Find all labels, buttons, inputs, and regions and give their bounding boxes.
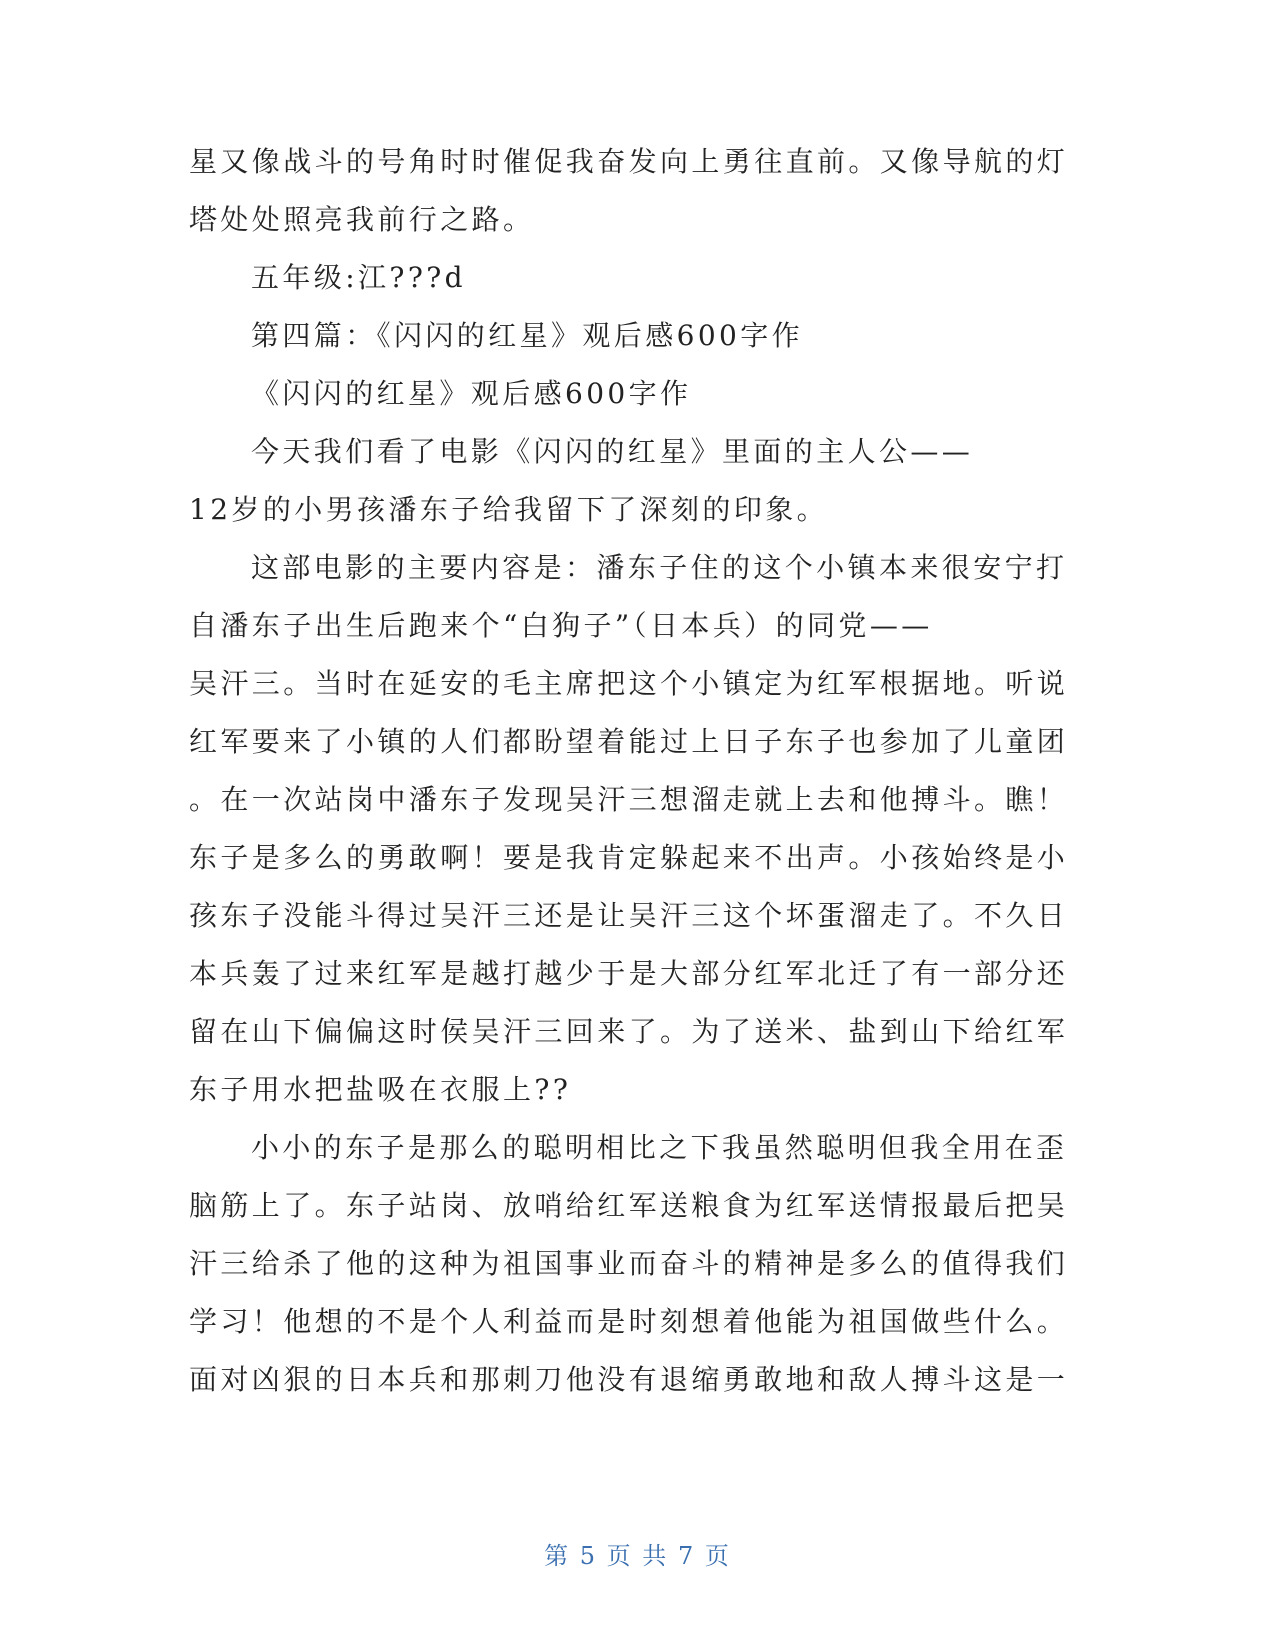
paragraph-line: 孩东子没能斗得过吴汗三还是让吴汗三这个坏蛋溜走了。不久日: [189, 899, 1069, 932]
paragraph-line: 东子用水把盐吸在衣服上??: [189, 1073, 572, 1106]
paragraph-line: 东子是多么的勇敢啊！要是我肯定躲起来不出声。小孩始终是小: [189, 841, 1069, 874]
paragraph-line: 这部电影的主要内容是：潘东子住的这个小镇本来很安宁打: [251, 551, 1068, 584]
section-heading: 第四篇：《闪闪的红星》观后感600字作: [251, 319, 804, 352]
paragraph-line: 红军要来了小镇的人们都盼望着能过上日子东子也参加了儿童团: [189, 725, 1069, 758]
paragraph-line: 学习！他想的不是个人利益而是时刻想着他能为祖国做些什么。: [189, 1305, 1069, 1338]
paragraph-line: 自潘东子出生后跑来个“白狗子”（日本兵）的同党——: [189, 609, 933, 642]
page-number-footer: 第 5 页 共 7 页: [544, 1542, 731, 1570]
paragraph-line: 面对凶狠的日本兵和那刺刀他没有退缩勇敢地和敌人搏斗这是一: [189, 1363, 1069, 1396]
paragraph-line: 小小的东子是那么的聪明相比之下我虽然聪明但我全用在歪: [251, 1131, 1068, 1164]
author-line: 五年级:江???d: [251, 261, 466, 294]
paragraph-line: 本兵轰了过来红军是越打越少于是大部分红军北迁了有一部分还: [189, 957, 1069, 990]
paragraph-line: 今天我们看了电影《闪闪的红星》里面的主人公——: [251, 435, 974, 468]
paragraph-line: 留在山下偏偏这时侯吴汗三回来了。为了送米、盐到山下给红军: [189, 1015, 1069, 1048]
paragraph-line: 12岁的小男孩潘东子给我留下了深刻的印象。: [189, 493, 829, 526]
paragraph-line: 。在一次站岗中潘东子发现吴汗三想溜走就上去和他搏斗。瞧！: [189, 783, 1069, 816]
paragraph-line: 吴汗三。当时在延安的毛主席把这个小镇定为红军根据地。听说: [189, 667, 1069, 700]
paragraph-line: 汗三给杀了他的这种为祖国事业而奋斗的精神是多么的值得我们: [189, 1247, 1069, 1280]
paragraph-line: 塔处处照亮我前行之路。: [189, 203, 535, 236]
paragraph-line: 脑筋上了。东子站岗、放哨给红军送粮食为红军送情报最后把吴: [189, 1189, 1069, 1222]
article-title: 《闪闪的红星》观后感600字作: [251, 377, 692, 410]
paragraph-line: 星又像战斗的号角时时催促我奋发向上勇往直前。又像导航的灯: [189, 145, 1069, 178]
